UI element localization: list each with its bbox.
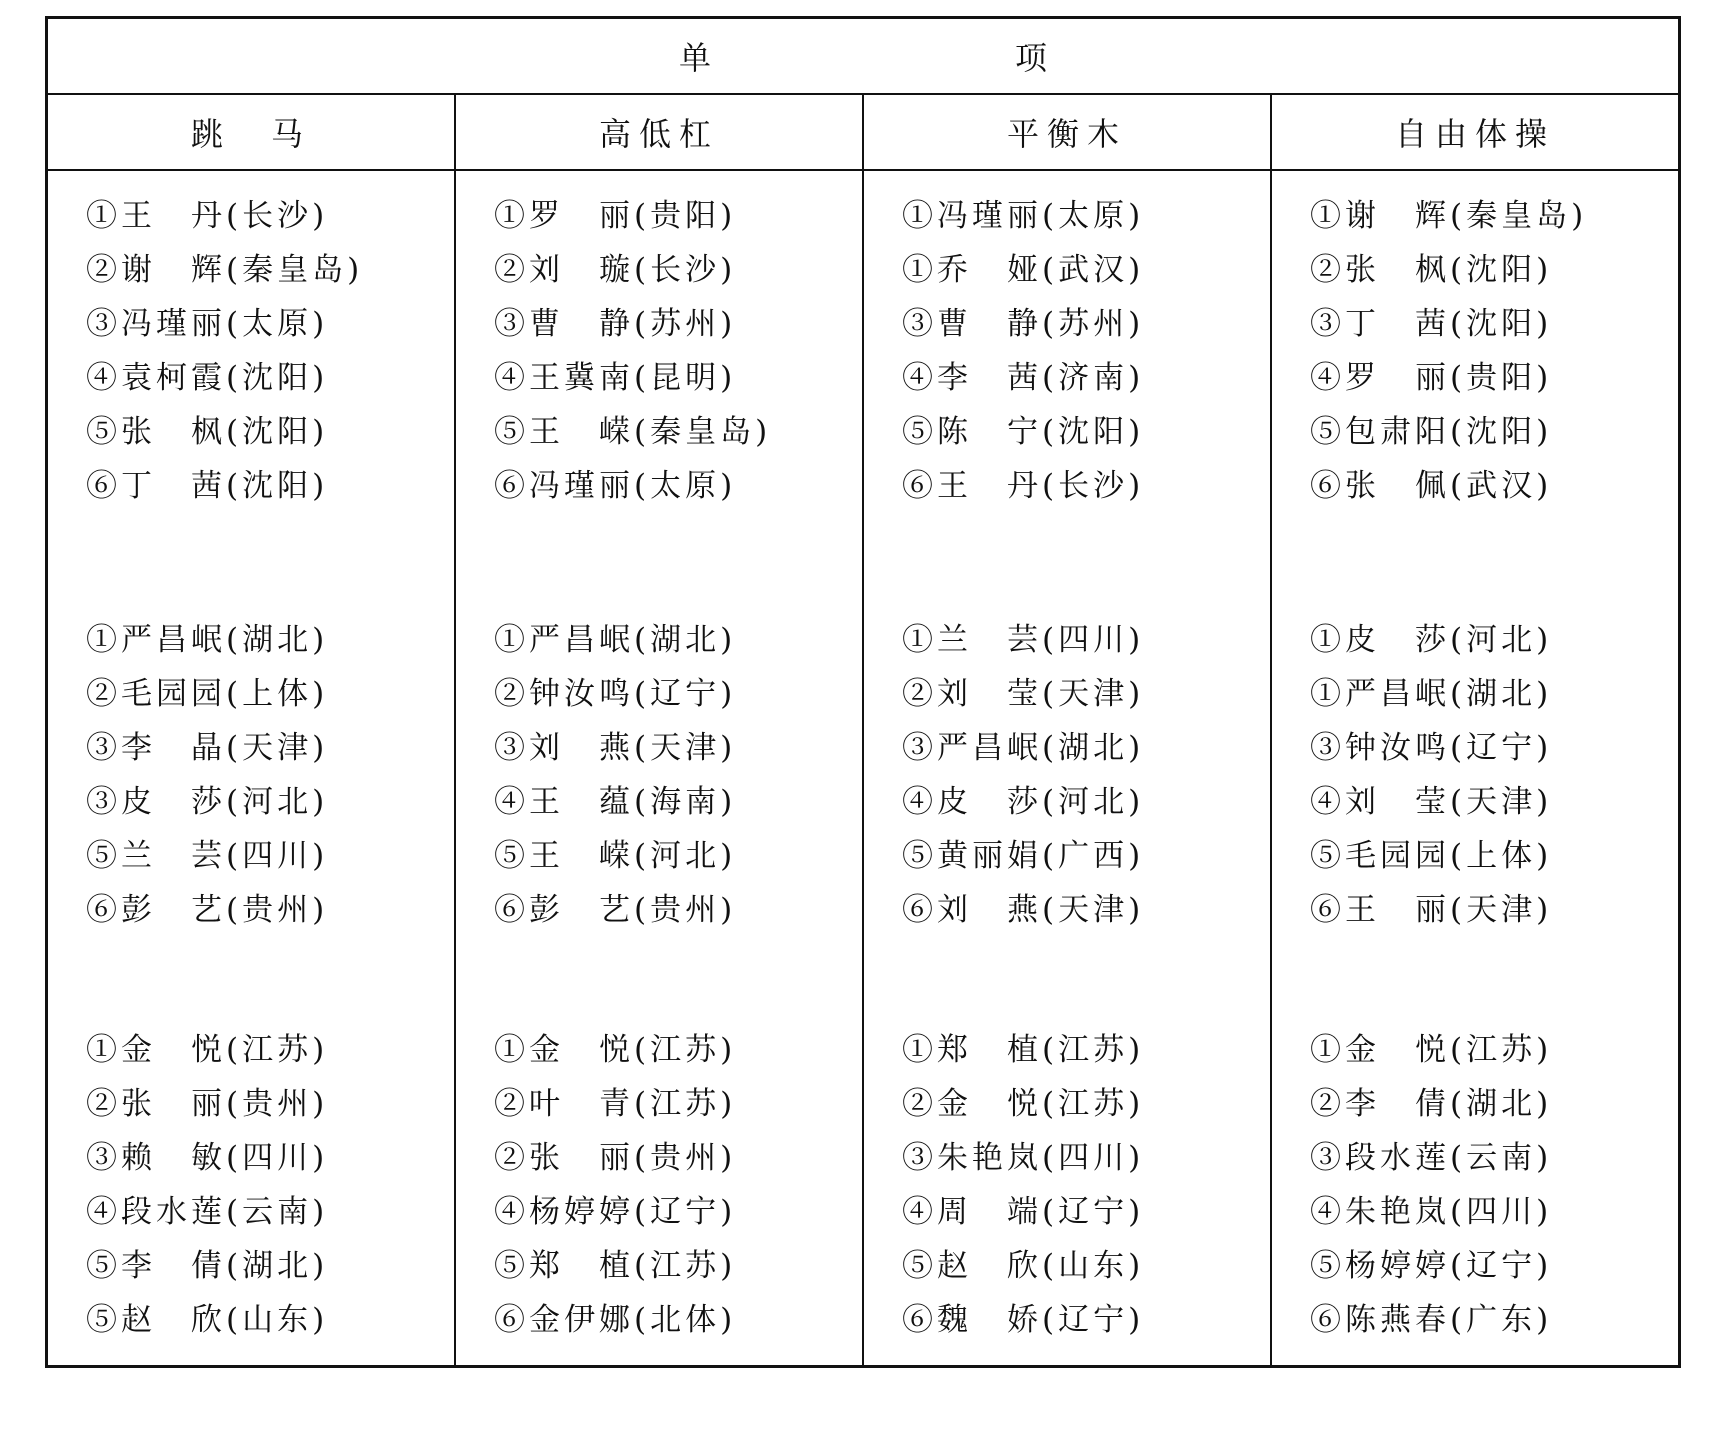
ranking-entry: ⑤兰 芸(四川) (86, 838, 329, 874)
ranking-entry: ①金 悦(江苏) (494, 1032, 737, 1068)
results-body (48, 171, 1678, 1365)
ranking-entry: ⑥冯瑾丽(太原) (494, 468, 737, 504)
ranking-entry: ⑥王 丹(长沙) (902, 468, 1145, 504)
header-balance-beam: 平衡木 (862, 95, 1270, 169)
ranking-entry: ⑤赵 欣(山东) (86, 1302, 329, 1338)
ranking-entry: ③钟汝鸣(辽宁) (1310, 730, 1553, 766)
ranking-entry: ①冯瑾丽(太原) (902, 198, 1145, 234)
ranking-entry: ①乔 娅(武汉) (902, 252, 1145, 288)
ranking-entry: ⑤李 倩(湖北) (86, 1248, 329, 1284)
ranking-entry: ②刘 璇(长沙) (494, 252, 737, 288)
result-group (494, 613, 862, 1023)
result-group (494, 189, 862, 613)
results-table (45, 16, 1681, 1368)
result-group (86, 613, 454, 1023)
ranking-entry: ④罗 丽(贵阳) (1310, 360, 1553, 396)
ranking-entry: ④王冀南(昆明) (494, 360, 737, 396)
ranking-entry: ⑥王 丽(天津) (1310, 892, 1553, 928)
result-group (1310, 613, 1678, 1023)
ranking-entry: ②钟汝鸣(辽宁) (494, 676, 737, 712)
ranking-entry: ①严昌岷(湖北) (494, 622, 737, 658)
ranking-entry: ③丁 茜(沈阳) (1310, 306, 1553, 342)
ranking-entry: ③李 晶(天津) (86, 730, 329, 766)
result-group (902, 1023, 1270, 1447)
ranking-entry: ③严昌岷(湖北) (902, 730, 1145, 766)
ranking-entry: ②谢 辉(秦皇岛) (86, 252, 364, 288)
ranking-entry: ②金 悦(江苏) (902, 1086, 1145, 1122)
ranking-entry: ⑥魏 娇(辽宁) (902, 1302, 1145, 1338)
ranking-entry: ⑤包肃阳(沈阳) (1310, 414, 1553, 450)
header-floor-exercise: 自由体操 (1270, 95, 1678, 169)
ranking-entry: ①严昌岷(湖北) (86, 622, 329, 658)
ranking-entry: ④刘 莹(天津) (1310, 784, 1553, 820)
ranking-entry: ③赖 敏(四川) (86, 1140, 329, 1176)
header-row (48, 95, 1678, 171)
ranking-entry: ②刘 莹(天津) (902, 676, 1145, 712)
result-group (494, 1023, 862, 1447)
ranking-entry: ①严昌岷(湖北) (1310, 676, 1553, 712)
ranking-entry: ④杨婷婷(辽宁) (494, 1194, 737, 1230)
ranking-entry: ⑥彭 艺(贵州) (494, 892, 737, 928)
ranking-entry: ③段水莲(云南) (1310, 1140, 1553, 1176)
ranking-entry: ③曹 静(苏州) (902, 306, 1145, 342)
ranking-entry: ⑤王 嵘(河北) (494, 838, 737, 874)
ranking-entry: ⑤杨婷婷(辽宁) (1310, 1248, 1553, 1284)
ranking-entry: ⑤郑 植(江苏) (494, 1248, 737, 1284)
ranking-entry: ③刘 燕(天津) (494, 730, 737, 766)
header-uneven-bars: 高低杠 (454, 95, 862, 169)
ranking-entry: ①谢 辉(秦皇岛) (1310, 198, 1588, 234)
ranking-entry: ①皮 莎(河北) (1310, 622, 1553, 658)
header-vault: 跳 马 (190, 115, 311, 153)
ranking-entry: ⑤王 嵘(秦皇岛) (494, 414, 772, 450)
ranking-entry: ②张 丽(贵州) (86, 1086, 329, 1122)
column-balance-beam (862, 171, 1270, 1365)
ranking-entry: ④周 端(辽宁) (902, 1194, 1145, 1230)
result-group (86, 1023, 454, 1447)
ranking-entry: ②张 枫(沈阳) (1310, 252, 1553, 288)
result-group (1310, 189, 1678, 613)
ranking-entry: ②张 丽(贵州) (494, 1140, 737, 1176)
ranking-entry: ①金 悦(江苏) (1310, 1032, 1553, 1068)
ranking-entry: ⑥丁 茜(沈阳) (86, 468, 329, 504)
ranking-entry: ①罗 丽(贵阳) (494, 198, 737, 234)
ranking-entry: ⑤毛园园(上体) (1310, 838, 1553, 874)
ranking-entry: ⑥陈燕春(广东) (1310, 1302, 1553, 1338)
ranking-entry: ②李 倩(湖北) (1310, 1086, 1553, 1122)
ranking-entry: ⑤张 枫(沈阳) (86, 414, 329, 450)
column-uneven-bars (454, 171, 862, 1365)
ranking-entry: ⑤黄丽娟(广西) (902, 838, 1145, 874)
column-vault (48, 171, 454, 1365)
ranking-entry: ④王 蕴(海南) (494, 784, 737, 820)
ranking-entry: ④皮 莎(河北) (902, 784, 1145, 820)
ranking-entry: ⑤陈 宁(沈阳) (902, 414, 1145, 450)
ranking-entry: ⑤赵 欣(山东) (902, 1248, 1145, 1284)
ranking-entry: ①郑 植(江苏) (902, 1032, 1145, 1068)
result-group (902, 189, 1270, 613)
ranking-entry: ⑥彭 艺(贵州) (86, 892, 329, 928)
ranking-entry: ⑥金伊娜(北体) (494, 1302, 737, 1338)
ranking-entry: ①兰 芸(四川) (902, 622, 1145, 658)
result-group (1310, 1023, 1678, 1447)
table-title: 单 项 (48, 19, 1678, 95)
ranking-entry: ③皮 莎(河北) (86, 784, 329, 820)
ranking-entry: ⑥张 佩(武汉) (1310, 468, 1553, 504)
ranking-entry: ①金 悦(江苏) (86, 1032, 329, 1068)
ranking-entry: ⑥刘 燕(天津) (902, 892, 1145, 928)
ranking-entry: ②叶 青(江苏) (494, 1086, 737, 1122)
ranking-entry: ①王 丹(长沙) (86, 198, 329, 234)
column-floor-exercise (1270, 171, 1678, 1365)
result-group (902, 613, 1270, 1023)
ranking-entry: ③朱艳岚(四川) (902, 1140, 1145, 1176)
ranking-entry: ④段水莲(云南) (86, 1194, 329, 1230)
ranking-entry: ③冯瑾丽(太原) (86, 306, 329, 342)
ranking-entry: ②毛园园(上体) (86, 676, 329, 712)
ranking-entry: ④袁柯霞(沈阳) (86, 360, 329, 396)
ranking-entry: ④李 茜(济南) (902, 360, 1145, 396)
ranking-entry: ③曹 静(苏州) (494, 306, 737, 342)
result-group (86, 189, 454, 613)
ranking-entry: ④朱艳岚(四川) (1310, 1194, 1553, 1230)
